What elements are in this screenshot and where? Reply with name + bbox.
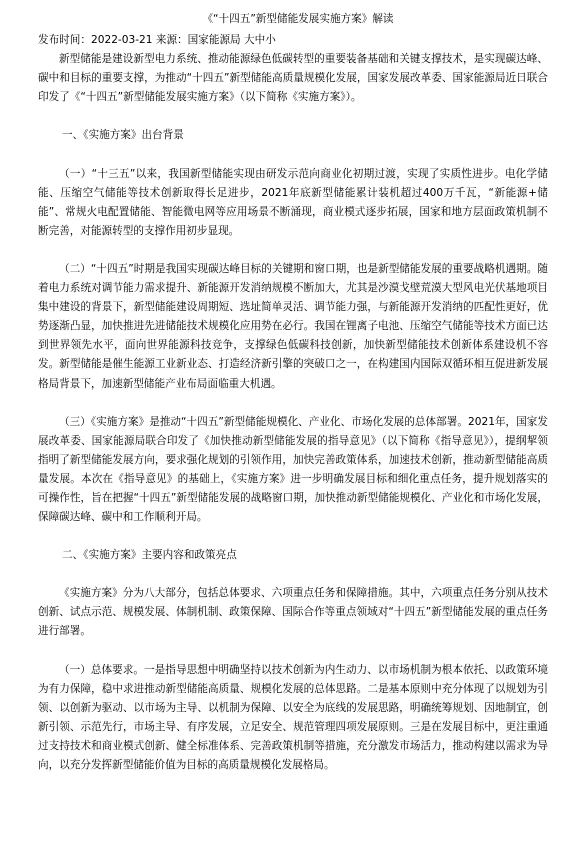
intro-paragraph: 新型储能是建设新型电力系统、推动能源绿色低碳转型的重要装备基础和关键支撑技术，是实现碳达峰、碳中和目标的重要支撑，为推动“十四五”新型储能高质量规模化发展，国家发展改革委、国家能源局近日联合印发了《“十四五”新型储能发展实施方案》（以下简称《实施方案》）。 [38,53,548,104]
spacer [38,565,548,584]
paragraph-background-2: （二）“十四五”时期是我国实现碳达峰目标的关键期和窗口期，也是新型储能发展的重要战略机遇期。随着电力系统对调节能力需求提升、新能源开发消纳规模不断加大，尤其是沙漠戈壁荒漠大型风电光伏基地项目集中建设的背景下，新型储能建设周期短、选址简单灵活、调节能力强，与新能源开发消纳的匹配性更好，优势逐渐凸显，加快推进先进储能技术规模化应用势在必行。我国在锂离子电池、压缩空气储能等技术方面已达到世界领先水平，面向世界能源科技竞争，支撑绿色低碳科技创新，加快新型储能技术创新体系建设机不容发。新型储能是催生能源工业新业态、打造经济新引擎的突破口之一，在构建国内国际双循环相互促进新发展格局背景下，加速新型储能产业布局面临重大机遇。 [38,262,548,390]
document-title: 《“十四五”新型储能发展实施方案》解读 [202,13,394,25]
paragraph-general-requirements: （一）总体要求。一是指导思想中明确坚持以技术创新为内生动力、以市场机制为根本依托、以政策环境为有力保障，稳中求进推动新型储能高质量、规模化发展的总体思路。二是基本原则中充分体现了以规划为引领、以创新为驱动、以市场为主导、以机制为保障、以安全为底线的发展思路，明确统筹规划、因地制宜，创新引领、示范先行，市场主导、有序发展，立足安全、规范管理四项发展原则。三是在发展目标中，更注重通过支持技术和商业模式创新、健全标准体系、完善政策机制等措施，充分激发市场活力，推动构建以需求为导向，以充分发挥新型储能价值为目标的高质量规模化发展格局。 [38,663,548,771]
spacer [38,642,548,661]
spacer [38,394,548,413]
paragraph-background-3: （三）《实施方案》是推动“十四五”新型储能规模化、产业化、市场化发展的总体部署。2021年，国家发展改革委、国家能源局联合印发了《加快推动新型储能发展的指导意见》（以下简称《指导意见》），提纲挈领指明了新型储能发展方向，要求强化规划的引领作用，加快完善政策体系，加速技术创新，推动新型储能高质量发展。本次在《指导意见》的基础上，《实施方案》进一步明确发展目标和细化重点任务，提升规划落实的可操作性，旨在把握“十四五”新型储能发展的战略窗口期，加快推动新型储能规模化、产业化和市场化发展，保障碳达峰、碳中和工作顺利开局。 [38,415,548,524]
paragraph-contents-overview: 《实施方案》分为八大部分，包括总体要求、六项重点任务和保障措施。其中，六项重点任务分别从技术创新、试点示范、规模发展、体制机制、政策保障、国际合作等重点领域对“十四五”新型储能发展的重点任务进行部署。 [38,587,548,638]
spacer [38,527,548,546]
section-heading-background: 一、《实施方案》出台背景 [62,129,184,142]
section-heading-contents: 二、《实施方案》主要内容和政策亮点 [62,549,237,562]
paragraph-background-1: （一）“十三五”以来，我国新型储能实现由研发示范向商业化初期过渡，实现了实质性进步。电化学储能、压缩空气储能等技术创新取得长足进步，2021年底新型储能累计装机超过400万千瓦，“新能源+储能”、常规火电配置储能、智能微电网等应用场景不断涌现，商业模式逐步拓展，国家和地方层面政策机制不断完善，对能源转型的支撑作用初步显现。 [38,167,548,237]
spacer [38,241,548,260]
spacer [38,107,548,126]
spacer [38,146,548,165]
publish-meta: 发布时间：2022-03-21 来源：国家能源局 大中小 [38,34,276,47]
